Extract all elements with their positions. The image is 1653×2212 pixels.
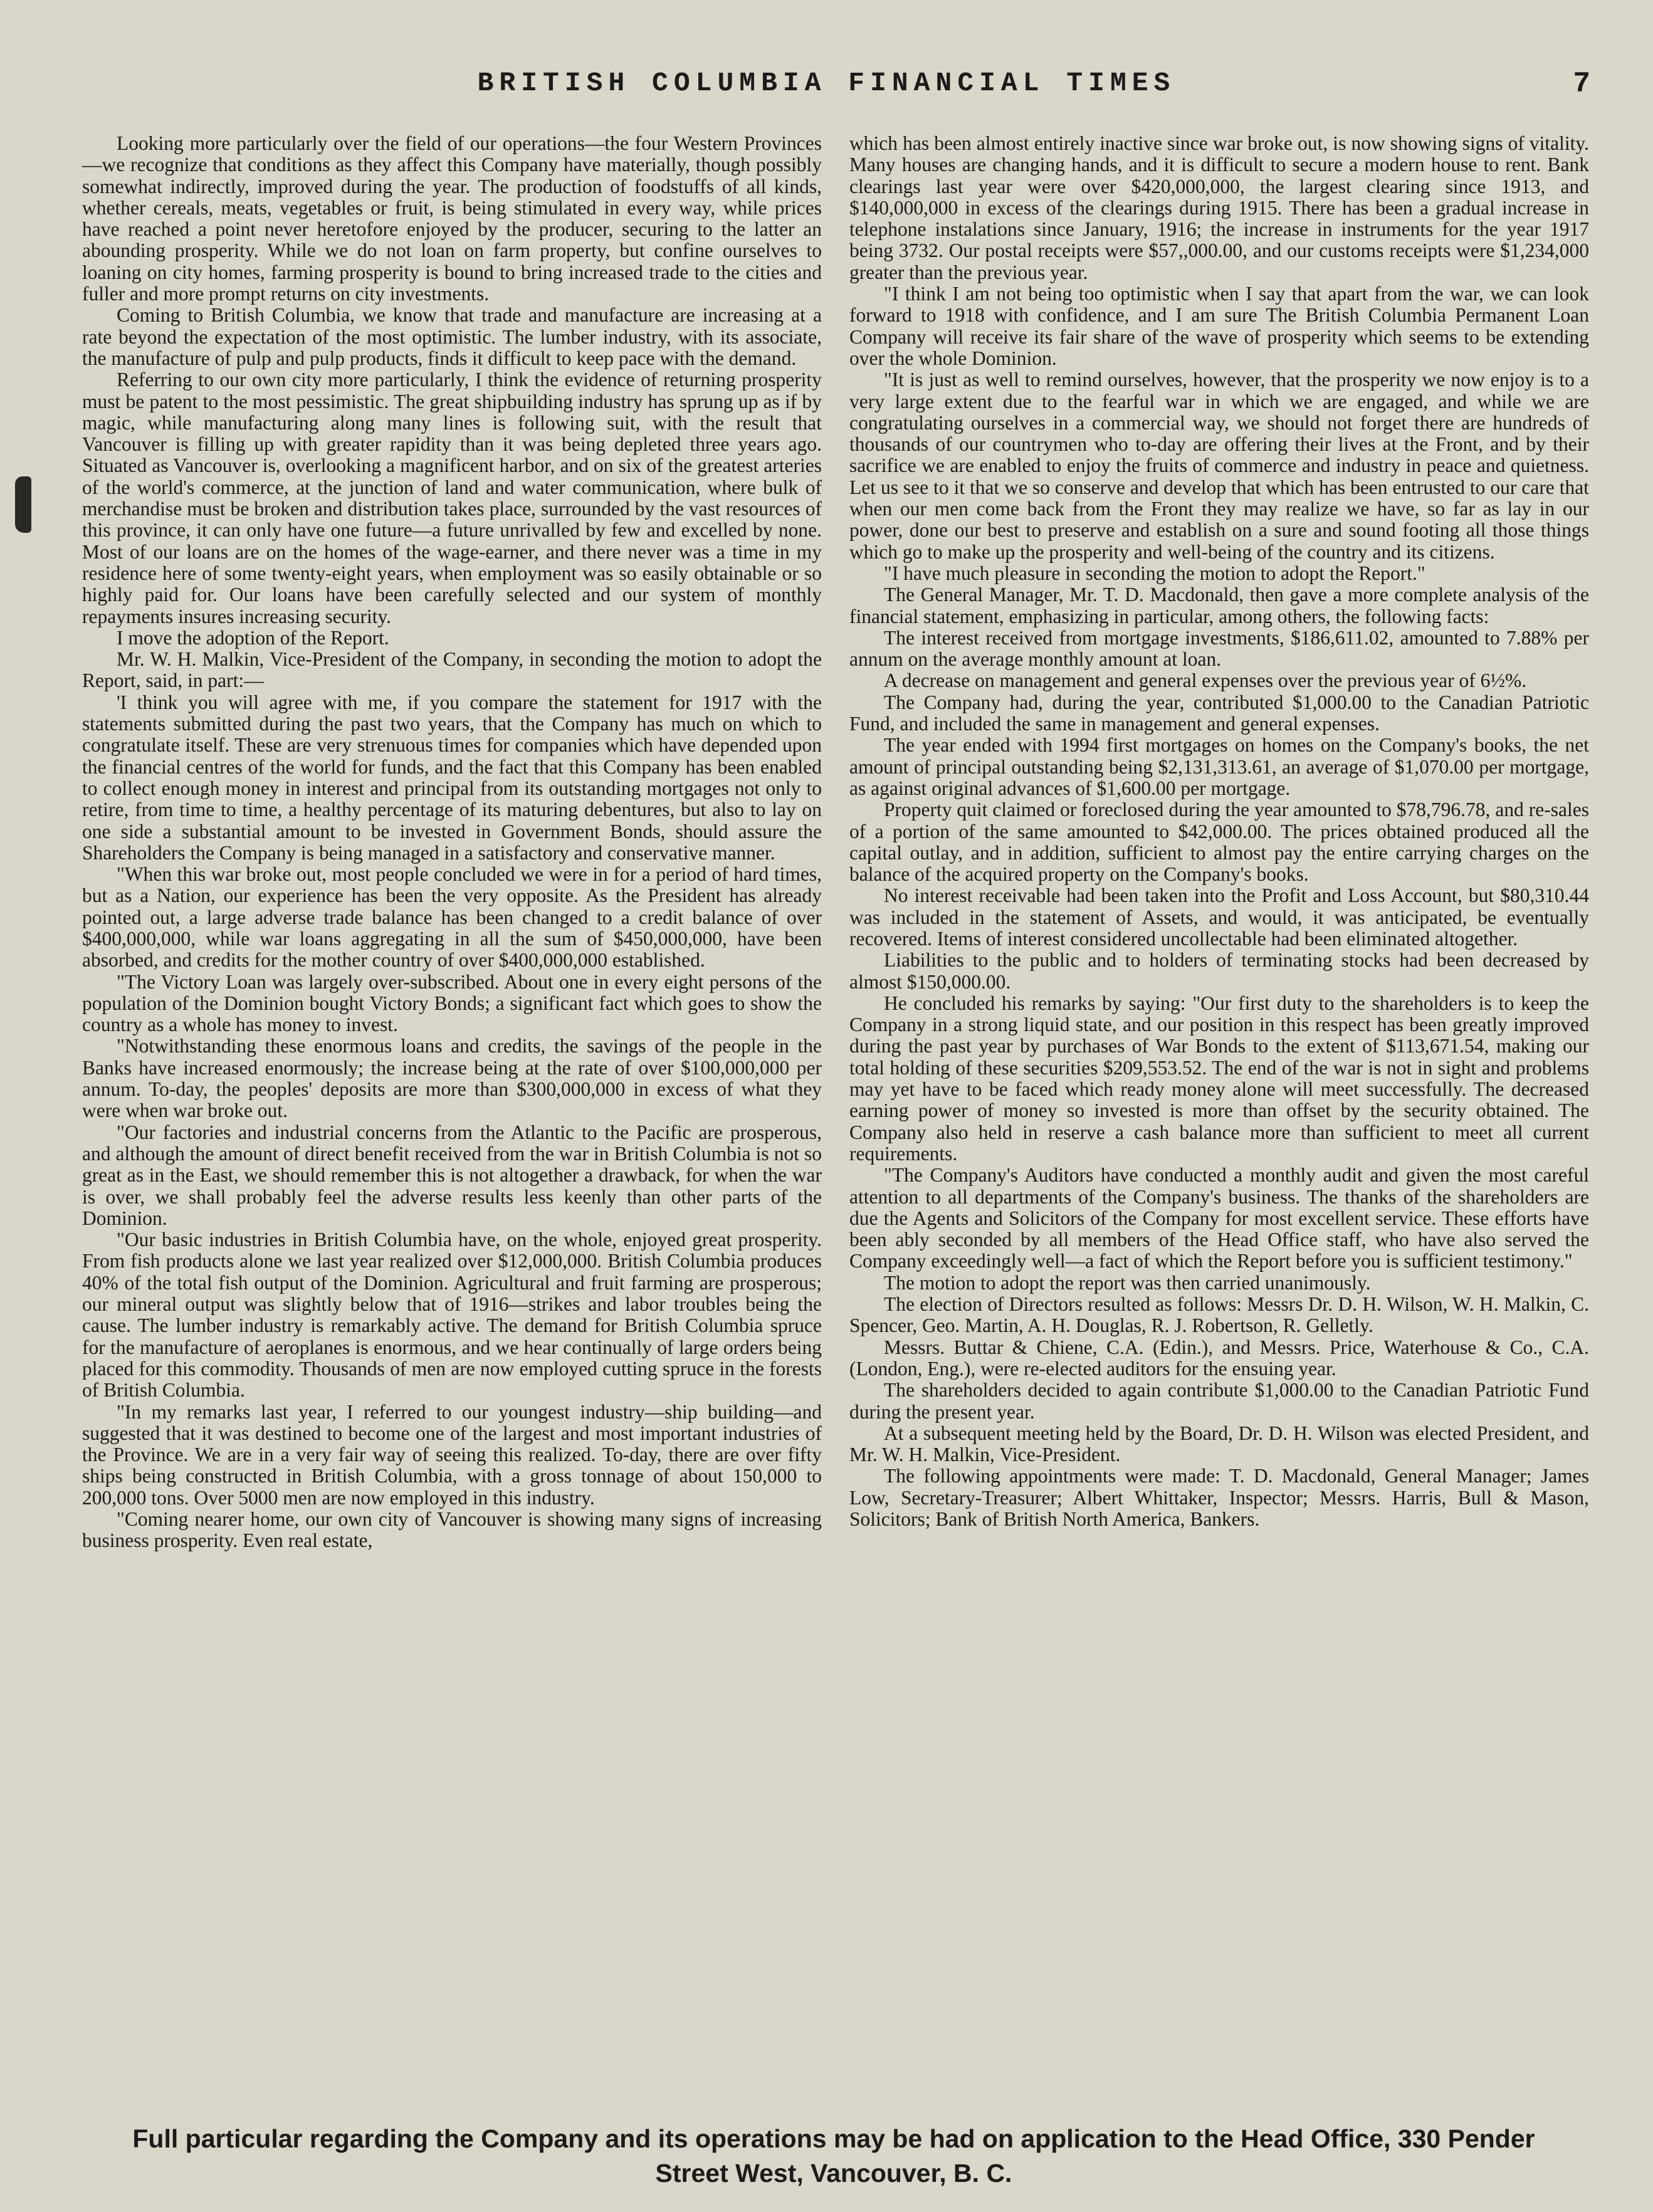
page-edge-mark bbox=[15, 476, 31, 533]
page-number: 7 bbox=[1573, 68, 1590, 100]
running-header bbox=[0, 68, 1653, 112]
footer-line-2: Street West, Vancouver, B. C. bbox=[655, 2159, 1012, 2188]
paragraph: "It is just as well to remind ourselves, however, that the prosperity we now enjoy is to a very large extent due to the fearful war in which we are engaged, and while we are congratulating ourselves in a commercial way, we should not forget there are hundreds of thousands of our countrymen who to-day are offering their lives at the Front, and by their sacrifice we are enabled to enjoy the fruits of commerce and industry in peace and quietness. Let us see to it that we so conserve and develop that which has been entrusted to our care that when our men come back from the Front they may realize we have, so far as lay in our power, done our best to preserve and establish on a sure and sound footing all those things which go to make up the prosperity and well-being of the country and its citizens. bbox=[849, 369, 1589, 563]
paragraph: "I think I am not being too optimistic when I say that apart from the war, we can look forward to 1918 with confidence, and I am sure The British Columbia Permanent Loan Company will receive its fair share of the wave of prosperity which seems to be extending over the whole Dominion. bbox=[849, 283, 1589, 369]
paragraph: "When this war broke out, most people concluded we were in for a period of hard times, but as a Nation, our experience has been the very opposite. As the President has already pointed out, a large adverse trade balance has been changed to a credit balance of over $400,000,000, while war loans aggregating in all the sum of $450,000,000, have been absorbed, and credits for the mother country of over $400,000,000 established. bbox=[82, 863, 822, 972]
paragraph: "In my remarks last year, I referred to our youngest industry—ship building—and suggested that it was destined to become one of the largest and most important industries of the Province. We are in a very fair way of seeing this realized. To-day, there are over fifty ships being constructed in British Columbia, with a gross tonnage of about 150,000 to 200,000 tons. Over 5000 men are now employed in this industry. bbox=[82, 1400, 822, 1509]
footer-line-1: Full particular regarding the Company and its operations may be had on application to the Head Office, 330 Pender bbox=[132, 2124, 1535, 2153]
paragraph: The shareholders decided to again contribute $1,000.00 to the Canadian Patriotic Fund during the present year. bbox=[849, 1379, 1589, 1423]
paragraph: I move the adoption of the Report. bbox=[117, 626, 389, 649]
paragraph: "Our basic industries in British Columbia have, on the whole, enjoyed great prosperity. From fish products alone we last year realized over $12,000,000. British Columbia produces 40% of the total fish output of the Dominion. Agricultural and fruit farming are prosperous; our mineral output was slightly below that of 1916—strikes and labor troubles being the cause. The lumber industry is remarkably active. The demand for British Columbia spruce for the manufacture of aeroplanes is enormous, and we hear continually of large orders being placed for this commodity. Thousands of men are now employed cutting spruce in the forests of British Columbia. bbox=[82, 1229, 822, 1402]
paragraph: At a subsequent meeting held by the Board, Dr. D. H. Wilson was elected President, and Mr. W. H. Malkin, Vice-President. bbox=[849, 1422, 1589, 1466]
paragraph: "Notwithstanding these enormous loans and credits, the savings of the people in the Banks have increased enormously; the increase being at the rate of over $100,000,000 per annum. To-day, the peoples' deposits are more than $300,000,000 in excess of what they were when war broke out. bbox=[82, 1035, 822, 1122]
right-column bbox=[849, 133, 1589, 1530]
paragraph: A decrease on management and general expenses over the previous year of 6½%. bbox=[884, 669, 1527, 692]
paragraph: He concluded his remarks by saying: "Our first duty to the shareholders is to keep the Company in a strong liquid state, and our position in this respect has been greatly improved during the past year by purchases of War Bonds to the extent of $113,671.54, making our total holding of these securities $209,553.52. The end of the war is not in sight and problems may yet have to be faced which ready money alone will meet successfully. The decreased earning power of money so invested is more than offset by the security obtained. The Company also held in reserve a cash balance more than sufficient to meet all current requirements. bbox=[849, 992, 1589, 1165]
paragraph: The election of Directors resulted as follows: Messrs Dr. D. H. Wilson, W. H. Malkin, C. Spencer, Geo. Martin, A. H. Douglas, R. J. Robertson, R. Gelletly. bbox=[849, 1293, 1589, 1337]
paragraph: Liabilities to the public and to holders of terminating stocks had been decreased by almost $150,000.00. bbox=[849, 949, 1589, 993]
paragraph: "Our factories and industrial concerns from the Atlantic to the Pacific are prosperous, and although the amount of direct benefit received from the war in British Columbia is not so great as in the East, we should remember this is not altogether a drawback, for when the war is over, we shall probably feel the adverse results less keenly than other parts of the Dominion. bbox=[82, 1121, 822, 1229]
left-column bbox=[82, 133, 822, 1552]
paragraph: "The Victory Loan was largely over-subscribed. About one in every eight persons of the population of the Dominion bought Victory Bonds; a significant fact which goes to show the country as a whole has money to invest. bbox=[82, 970, 822, 1036]
paragraph-continued: which has been almost entirely inactive since war broke out, is now showing signs of vitality. Many houses are changing hands, and it is difficult to secure a modern house to rent. Bank clearings last year were over $420,000,000, the largest clearing since 1913, and $140,000,000 in excess of the clearings during 1915. There has been a gradual increase in telephone instalations since January, 1916; the increase in instruments for the year 1917 being 3732. Our postal receipts were $57,,000.00, and our customs receipts were $1,234,000 greater than the previous year. bbox=[849, 132, 1589, 283]
footer-notice bbox=[113, 2122, 1555, 2191]
paragraph: The following appointments were made: T. D. Macdonald, General Manager; James Low, Secretary-Treasurer; Albert Whittaker, Inspector; Messrs. Harris, Bull & Mason, Solicitors; Bank of British North America, Bankers. bbox=[849, 1465, 1589, 1530]
paragraph: "The Company's Auditors have conducted a monthly audit and given the most careful attention to all departments of the Company's business. The thanks of the shareholders are due the Agents and Solicitors of the Company for most excellent service. These efforts have been ably seconded by all members of the Head Office staff, who have also served the Company exceedingly well—a fact of which the Report before you is sufficient testimony." bbox=[849, 1164, 1589, 1272]
paragraph: "Coming nearer home, our own city of Vancouver is showing many signs of increasing business prosperity. Even real estate, bbox=[82, 1508, 822, 1552]
paragraph: Property quit claimed or foreclosed during the year amounted to $78,796.78, and re-sales of a portion of the same amounted to $42,000.00. The prices obtained produced all the capital outlay, and in addition, sufficient to almost pay the entire carrying charges on the balance of the acquired property on the Company's books. bbox=[849, 799, 1589, 886]
paragraph: Looking more particularly over the field of our operations—the four Western Provinces—we recognize that conditions as they affect this Company have materially, though possibly somewhat indirectly, improved during the year. The production of foodstuffs of all kinds, whether cereals, meats, vegetables or fruit, is being stimulated in every way, while prices have reached a point never heretofore enjoyed by the producer, securing to the latter an abounding prosperity. While we do not loan on farm property, but confine ourselves to loaning on city homes, farming prosperity is bound to bring increased trade to the cities and fuller and more prompt returns on city investments. bbox=[82, 132, 822, 305]
paragraph: Referring to our own city more particularly, I think the evidence of returning prosperity must be patent to the most pessimistic. The great shipbuilding industry has sprung up as if by magic, while manufacturing along many lines is following suit, with the result that Vancouver is filling up with greater rapidity than it was being depleted three years ago. Situated as Vancouver is, overlooking a magnificent harbor, and on six of the greatest arteries of the world's commerce, at the junction of land and water communication, where bulk of merchandise must be broken and distribution takes place, surrounded by the vast resources of this province, it can only have one future—a future unrivalled by few and excelled by none. Most of our loans are on the homes of the wage-earner, and there never was a time in my residence here of some twenty-eight years, when employment was so easily obtainable or so highly paid for. Our loans have been carefully selected and our system of monthly repayments insures increasing security. bbox=[82, 369, 822, 627]
paragraph: 'I think you will agree with me, if you compare the statement for 1917 with the statements submitted during the past two years, that the Company has much on which to congratulate itself. These are very strenuous times for companies which have depended upon the financial centres of the world for funds, and the fact that this Company has been enabled to collect enough money in interest and principal from its outstanding mortgages not only to retire, from time to time, a healthy percentage of its maturing debentures, but also to lay on one side a substantial amount to be invested in Government Bonds, should assure the Shareholders the Company is being managed in a satisfactory and conservative manner. bbox=[82, 691, 822, 864]
paragraph: The motion to adopt the report was then carried unanimously. bbox=[884, 1271, 1371, 1294]
publication-title: BRITISH COLUMBIA FINANCIAL TIMES bbox=[477, 68, 1176, 98]
paragraph: The interest received from mortgage investments, $186,611.02, amounted to 7.88% per annum on the average monthly amount at loan. bbox=[849, 626, 1589, 671]
paragraph: Mr. W. H. Malkin, Vice-President of the Company, in seconding the motion to adopt the Report, said, in part:— bbox=[82, 648, 822, 692]
paragraph: "I have much pleasure in seconding the motion to adopt the Report." bbox=[884, 562, 1425, 584]
paragraph: No interest receivable had been taken into the Profit and Loss Account, but $80,310.44 was included in the statement of Assets, and would, it was anticipated, be eventually recovered. Items of interest considered uncollectable had been eliminated altogether. bbox=[849, 884, 1589, 950]
paragraph: The General Manager, Mr. T. D. Macdonald, then gave a more complete analysis of the financial statement, emphasizing in particular, among others, the following facts: bbox=[849, 584, 1589, 627]
paragraph: The Company had, during the year, contributed $1,000.00 to the Canadian Patriotic Fund, and included the same in management and general expenses. bbox=[849, 691, 1589, 735]
paragraph: Messrs. Buttar & Chiene, C.A. (Edin.), and Messrs. Price, Waterhouse & Co., C.A. (London, Eng.), were re-elected auditors for the ensuing year. bbox=[849, 1336, 1589, 1380]
paragraph: Coming to British Columbia, we know that trade and manufacture are increasing at a rate beyond the expectation of the most optimistic. The lumber industry, with its associate, the manufacture of pulp and pulp products, finds it difficult to keep pace with the demand. bbox=[82, 304, 822, 369]
paragraph: The year ended with 1994 first mortgages on homes on the Company's books, the net amount of principal outstanding being $2,131,313.61, an average of $1,070.00 per mortgage, as against original advances of $1,600.00 per mortgage. bbox=[849, 734, 1589, 799]
